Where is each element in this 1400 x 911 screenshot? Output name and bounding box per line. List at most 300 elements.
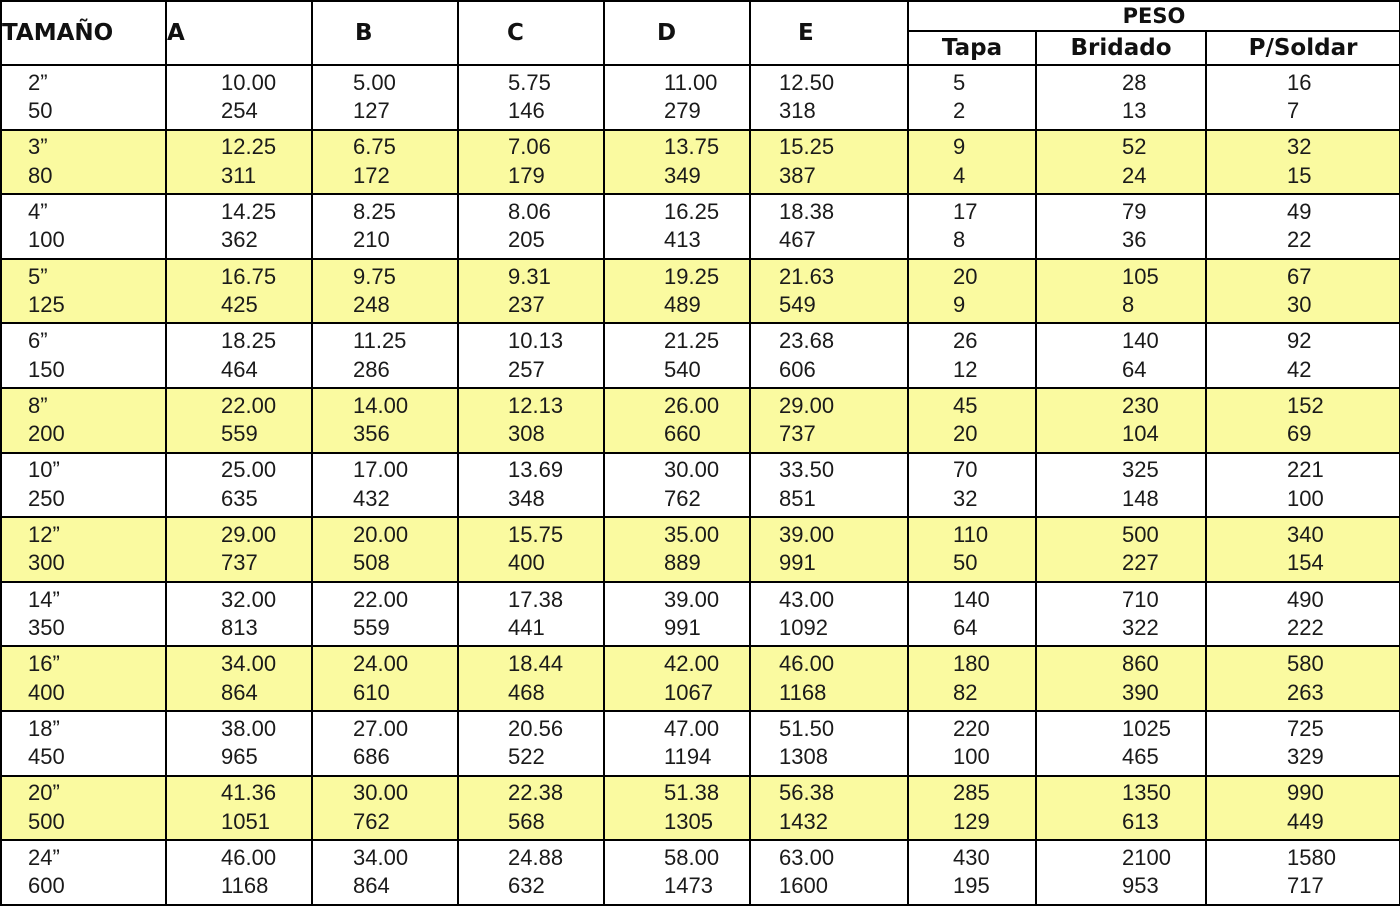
inch-value: 24”: [28, 844, 60, 870]
mm-value: 559: [353, 615, 390, 641]
inch-value: 21.63: [779, 263, 835, 289]
psoldar-cell: [1206, 840, 1400, 905]
b-cell: [312, 840, 458, 905]
header-b: B: [312, 1, 458, 65]
mm-value: 200: [28, 421, 65, 447]
d-cell: [604, 194, 750, 259]
inch-value: 39.00: [664, 586, 720, 612]
tapa-cell: [908, 130, 1036, 195]
inch-value: 1350: [1122, 780, 1171, 806]
mm-value: 1092: [779, 615, 828, 641]
e-cell: [750, 65, 908, 130]
mm-value: 632: [508, 873, 545, 899]
psoldar-cell: [1206, 323, 1400, 388]
inch-value: 725: [1287, 715, 1324, 741]
mm-value: 50: [28, 98, 53, 124]
header-size: TAMAÑO: [1, 1, 166, 65]
mm-value: 390: [1122, 679, 1159, 705]
header-c: C: [458, 1, 604, 65]
mm-value: 450: [28, 744, 65, 770]
e-cell: [750, 517, 908, 582]
bridado-cell: [1036, 517, 1206, 582]
inch-value: 51.50: [779, 715, 835, 741]
mm-value: 148: [1122, 485, 1159, 511]
mm-value: 254: [221, 98, 258, 124]
inch-value: 39.00: [779, 521, 835, 547]
a-cell: [166, 517, 312, 582]
inch-value: 13.69: [508, 457, 564, 483]
mm-value: 686: [353, 744, 390, 770]
mm-value: 1473: [664, 873, 713, 899]
bridado-cell: [1036, 840, 1206, 905]
mm-value: 349: [664, 162, 701, 188]
mm-value: 100: [28, 227, 65, 253]
mm-value: 12: [953, 356, 978, 382]
mm-value: 441: [508, 615, 545, 641]
mm-value: 69: [1287, 421, 1312, 447]
inch-value: 70: [953, 457, 978, 483]
inch-value: 49: [1287, 198, 1312, 224]
mm-value: 737: [221, 550, 258, 576]
b-cell: [312, 711, 458, 776]
a-cell: [166, 323, 312, 388]
inch-value: 11.25: [353, 328, 407, 354]
inch-value: 17: [953, 198, 978, 224]
inch-value: 63.00: [779, 844, 835, 870]
bridado-cell: [1036, 388, 1206, 453]
e-cell: [750, 711, 908, 776]
psoldar-cell: [1206, 388, 1400, 453]
mm-value: 600: [28, 873, 65, 899]
table-row: [1, 259, 1400, 324]
mm-value: 195: [953, 873, 990, 899]
psoldar-cell: [1206, 776, 1400, 841]
inch-value: 42.00: [664, 651, 720, 677]
d-cell: [604, 517, 750, 582]
a-cell: [166, 453, 312, 518]
inch-value: 500: [1122, 521, 1159, 547]
mm-value: 2: [953, 98, 966, 124]
header-peso: PESO: [908, 1, 1400, 31]
psoldar-cell: [1206, 65, 1400, 130]
mm-value: 350: [28, 615, 65, 641]
mm-value: 257: [508, 356, 545, 382]
e-cell: [750, 582, 908, 647]
inch-value: 110: [953, 521, 989, 547]
mm-value: 32: [953, 485, 978, 511]
mm-value: 465: [1122, 744, 1159, 770]
inch-value: 490: [1287, 586, 1324, 612]
mm-value: 1168: [221, 873, 269, 899]
mm-value: 464: [221, 356, 258, 382]
inch-value: 2100: [1122, 844, 1171, 870]
inch-value: 12.13: [508, 392, 564, 418]
tapa-cell: [908, 323, 1036, 388]
mm-value: 50: [953, 550, 978, 576]
mm-value: 991: [664, 615, 701, 641]
inch-value: 6”: [28, 328, 48, 354]
inch-value: 20.56: [508, 715, 564, 741]
d-cell: [604, 453, 750, 518]
c-cell: [458, 453, 604, 518]
header-d: D: [604, 1, 750, 65]
inch-value: 92: [1287, 328, 1312, 354]
mm-value: 1194: [664, 744, 712, 770]
mm-value: 129: [953, 808, 990, 834]
e-cell: [750, 840, 908, 905]
inch-value: 16”: [28, 651, 60, 677]
mm-value: 489: [664, 292, 701, 318]
inch-value: 9.75: [353, 263, 396, 289]
inch-value: 8.06: [508, 198, 551, 224]
inch-value: 16.25: [664, 198, 720, 224]
inch-value: 24.88: [508, 844, 564, 870]
size-cell: [1, 323, 166, 388]
d-cell: [604, 646, 750, 711]
inch-value: 325: [1122, 457, 1159, 483]
bridado-cell: [1036, 776, 1206, 841]
table-row: [1, 517, 1400, 582]
inch-value: 16: [1287, 69, 1312, 95]
table-row: [1, 194, 1400, 259]
mm-value: 549: [779, 292, 816, 318]
inch-value: 1580: [1287, 844, 1336, 870]
mm-value: 449: [1287, 808, 1324, 834]
tapa-cell: [908, 646, 1036, 711]
a-cell: [166, 582, 312, 647]
mm-value: 318: [779, 98, 816, 124]
mm-value: 610: [353, 679, 390, 705]
size-cell: [1, 517, 166, 582]
d-cell: [604, 323, 750, 388]
inch-value: 285: [953, 780, 990, 806]
bridado-cell: [1036, 130, 1206, 195]
mm-value: 500: [28, 808, 65, 834]
tapa-cell: [908, 388, 1036, 453]
mm-value: 953: [1122, 873, 1159, 899]
mm-value: 22: [1287, 227, 1312, 253]
mm-value: 24: [1122, 162, 1147, 188]
mm-value: 737: [779, 421, 816, 447]
b-cell: [312, 388, 458, 453]
psoldar-cell: [1206, 259, 1400, 324]
mm-value: 205: [508, 227, 545, 253]
inch-value: 3”: [28, 134, 48, 160]
mm-value: 8: [953, 227, 966, 253]
mm-value: 227: [1122, 550, 1159, 576]
c-cell: [458, 711, 604, 776]
c-cell: [458, 65, 604, 130]
inch-value: 32: [1287, 134, 1312, 160]
inch-value: 710: [1122, 586, 1159, 612]
psoldar-cell: [1206, 130, 1400, 195]
mm-value: 1600: [779, 873, 828, 899]
mm-value: 559: [221, 421, 258, 447]
inch-value: 2”: [28, 69, 48, 95]
b-cell: [312, 517, 458, 582]
inch-value: 221: [1287, 457, 1324, 483]
size-cell: [1, 711, 166, 776]
mm-value: 250: [28, 485, 65, 511]
tapa-cell: [908, 711, 1036, 776]
tapa-cell: [908, 776, 1036, 841]
inch-value: 30.00: [664, 457, 720, 483]
mm-value: 1051: [221, 808, 270, 834]
e-cell: [750, 776, 908, 841]
mm-value: 127: [353, 98, 390, 124]
inch-value: 15.25: [779, 134, 835, 160]
mm-value: 7: [1287, 98, 1300, 124]
inch-value: 580: [1287, 651, 1324, 677]
inch-value: 860: [1122, 651, 1159, 677]
mm-value: 210: [353, 227, 390, 253]
inch-value: 47.00: [664, 715, 720, 741]
mm-value: 660: [664, 421, 701, 447]
inch-value: 26.00: [664, 392, 720, 418]
mm-value: 540: [664, 356, 701, 382]
mm-value: 30: [1287, 292, 1312, 318]
table-row: [1, 582, 1400, 647]
mm-value: 154: [1287, 550, 1324, 576]
c-cell: [458, 840, 604, 905]
mm-value: 82: [953, 679, 978, 705]
mm-value: 467: [779, 227, 816, 253]
inch-value: 10.00: [221, 69, 277, 95]
inch-value: 230: [1122, 392, 1159, 418]
inch-value: 12.25: [221, 134, 277, 160]
a-cell: [166, 65, 312, 130]
a-cell: [166, 259, 312, 324]
mm-value: 64: [953, 615, 978, 641]
header-tapa: Tapa: [908, 31, 1036, 65]
inch-value: 18.44: [508, 651, 564, 677]
inch-value: 220: [953, 715, 990, 741]
inch-value: 13.75: [664, 134, 720, 160]
e-cell: [750, 388, 908, 453]
inch-value: 8.25: [353, 198, 396, 224]
bridado-cell: [1036, 646, 1206, 711]
inch-value: 26: [953, 328, 978, 354]
psoldar-cell: [1206, 517, 1400, 582]
b-cell: [312, 776, 458, 841]
mm-value: 248: [353, 292, 390, 318]
bridado-cell: [1036, 582, 1206, 647]
inch-value: 7.06: [508, 134, 551, 160]
tapa-cell: [908, 65, 1036, 130]
inch-value: 140: [953, 586, 990, 612]
mm-value: 100: [1287, 485, 1324, 511]
inch-value: 18”: [28, 715, 60, 741]
mm-value: 308: [508, 421, 545, 447]
inch-value: 17.38: [508, 586, 564, 612]
size-cell: [1, 194, 166, 259]
e-cell: [750, 194, 908, 259]
size-cell: [1, 130, 166, 195]
table-row: [1, 840, 1400, 905]
mm-value: 613: [1122, 808, 1159, 834]
inch-value: 12”: [28, 521, 60, 547]
header-psoldar: P/Soldar: [1206, 31, 1400, 65]
psoldar-cell: [1206, 582, 1400, 647]
inch-value: 27.00: [353, 715, 409, 741]
table-row: [1, 776, 1400, 841]
b-cell: [312, 259, 458, 324]
table-row: [1, 646, 1400, 711]
mm-value: 15: [1287, 162, 1312, 188]
size-cell: [1, 582, 166, 647]
inch-value: 140: [1122, 328, 1159, 354]
inch-value: 67: [1287, 263, 1312, 289]
inch-value: 58.00: [664, 844, 720, 870]
inch-value: 22.00: [353, 586, 409, 612]
b-cell: [312, 130, 458, 195]
inch-value: 28: [1122, 69, 1147, 95]
mm-value: 322: [1122, 615, 1159, 641]
b-cell: [312, 65, 458, 130]
bridado-cell: [1036, 259, 1206, 324]
mm-value: 425: [221, 292, 258, 318]
d-cell: [604, 259, 750, 324]
c-cell: [458, 646, 604, 711]
tapa-cell: [908, 582, 1036, 647]
bridado-cell: [1036, 323, 1206, 388]
inch-value: 20.00: [353, 521, 409, 547]
inch-value: 4”: [28, 198, 48, 224]
e-cell: [750, 259, 908, 324]
inch-value: 43.00: [779, 586, 835, 612]
mm-value: 851: [779, 485, 816, 511]
d-cell: [604, 130, 750, 195]
b-cell: [312, 646, 458, 711]
c-cell: [458, 388, 604, 453]
inch-value: 1025: [1122, 715, 1171, 741]
c-cell: [458, 517, 604, 582]
inch-value: 17.00: [353, 457, 409, 483]
inch-value: 18.38: [779, 198, 835, 224]
mm-value: 237: [508, 292, 545, 318]
inch-value: 51.38: [664, 780, 720, 806]
inch-value: 34.00: [221, 651, 277, 677]
c-cell: [458, 776, 604, 841]
inch-value: 9: [953, 134, 966, 160]
b-cell: [312, 194, 458, 259]
inch-value: 14.25: [221, 198, 277, 224]
inch-value: 35.00: [664, 521, 720, 547]
psoldar-cell: [1206, 453, 1400, 518]
inch-value: 32.00: [221, 586, 277, 612]
inch-value: 46.00: [779, 651, 835, 677]
a-cell: [166, 130, 312, 195]
inch-value: 22.38: [508, 780, 564, 806]
bridado-cell: [1036, 65, 1206, 130]
inch-value: 5.00: [353, 69, 396, 95]
a-cell: [166, 711, 312, 776]
mm-value: 508: [353, 550, 390, 576]
inch-value: 9.31: [508, 263, 551, 289]
size-cell: [1, 259, 166, 324]
header-a: A: [166, 1, 312, 65]
d-cell: [604, 65, 750, 130]
size-cell: [1, 388, 166, 453]
mm-value: 413: [664, 227, 701, 253]
inch-value: 12.50: [779, 69, 835, 95]
inch-value: 19.25: [664, 263, 720, 289]
inch-value: 5: [953, 69, 966, 95]
bridado-cell: [1036, 711, 1206, 776]
mm-value: 348: [508, 485, 545, 511]
mm-value: 8: [1122, 292, 1135, 318]
d-cell: [604, 388, 750, 453]
table-body: [1, 65, 1400, 905]
e-cell: [750, 130, 908, 195]
mm-value: 1308: [779, 744, 828, 770]
tapa-cell: [908, 453, 1036, 518]
table-row: [1, 711, 1400, 776]
mm-value: 104: [1122, 421, 1159, 447]
inch-value: 41.36: [221, 780, 277, 806]
mm-value: 4: [953, 162, 966, 188]
c-cell: [458, 194, 604, 259]
mm-value: 300: [28, 550, 65, 576]
inch-value: 340: [1287, 521, 1324, 547]
c-cell: [458, 323, 604, 388]
inch-value: 52: [1122, 134, 1147, 160]
mm-value: 1067: [664, 679, 713, 705]
inch-value: 5”: [28, 263, 48, 289]
mm-value: 1432: [779, 808, 828, 834]
c-cell: [458, 582, 604, 647]
psoldar-cell: [1206, 711, 1400, 776]
inch-value: 34.00: [353, 844, 409, 870]
inch-value: 79: [1122, 198, 1147, 224]
psoldar-cell: [1206, 194, 1400, 259]
mm-value: 813: [221, 615, 258, 641]
mm-value: 400: [508, 550, 545, 576]
inch-value: 46.00: [221, 844, 277, 870]
mm-value: 522: [508, 744, 545, 770]
size-cell: [1, 453, 166, 518]
mm-value: 125: [28, 292, 65, 318]
e-cell: [750, 453, 908, 518]
mm-value: 606: [779, 356, 816, 382]
header-e: E: [750, 1, 908, 65]
inch-value: 20”: [28, 780, 60, 806]
inch-value: 430: [953, 844, 990, 870]
inch-value: 30.00: [353, 780, 409, 806]
inch-value: 10.13: [508, 328, 564, 354]
mm-value: 80: [28, 162, 53, 188]
mm-value: 311: [221, 162, 257, 188]
bridado-cell: [1036, 453, 1206, 518]
d-cell: [604, 582, 750, 647]
mm-value: 568: [508, 808, 545, 834]
mm-value: 172: [353, 162, 390, 188]
mm-value: 889: [664, 550, 701, 576]
mm-value: 762: [353, 808, 390, 834]
a-cell: [166, 840, 312, 905]
inch-value: 105: [1122, 263, 1159, 289]
mm-value: 387: [779, 162, 816, 188]
mm-value: 1168: [779, 679, 827, 705]
inch-value: 45: [953, 392, 978, 418]
inch-value: 6.75: [353, 134, 396, 160]
mm-value: 146: [508, 98, 545, 124]
inch-value: 29.00: [779, 392, 835, 418]
a-cell: [166, 388, 312, 453]
b-cell: [312, 453, 458, 518]
tapa-cell: [908, 517, 1036, 582]
mm-value: 356: [353, 421, 390, 447]
